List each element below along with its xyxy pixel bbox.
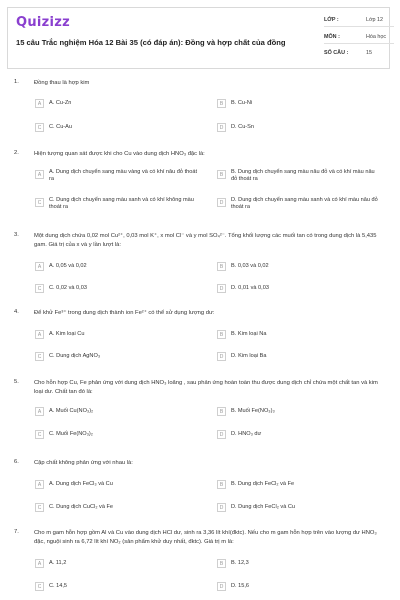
option-text: A. 0,05 và 0,02 xyxy=(49,263,87,269)
option-text: A. Dung dịch chuyển sang màu vàng và có khí nâu đỏ thoát ra xyxy=(49,169,198,182)
option-letter-box: B xyxy=(217,99,226,108)
question-text: Hiện tượng quan sát được khi cho Cu vào dung dịch HNO₃ đặc là: xyxy=(34,151,205,157)
worksheet-title: 15 câu Trắc nghiệm Hóa 12 Bài 35 (có đáp án): Đồng và hợp chất của đồng xyxy=(16,38,286,47)
question-number: 7. xyxy=(14,529,19,535)
option-letter-box: B xyxy=(217,407,226,416)
question-number: 4. xyxy=(14,309,19,315)
option-letter-box: A xyxy=(35,99,44,108)
option-letter-box: A xyxy=(35,559,44,568)
option-text: B. Cu-Ni xyxy=(231,100,253,106)
option-letter-box: D xyxy=(217,430,226,439)
option-text: A. Cu-Zn xyxy=(49,100,72,106)
option-text: B. Muối Fe(NO₃)₃ xyxy=(231,408,275,414)
option-letter-box: D xyxy=(217,582,226,591)
option-letter-box: C xyxy=(35,352,44,361)
option-letter-box: C xyxy=(35,123,44,132)
question-text: Đồng thau là hợp kim xyxy=(34,80,90,86)
option-text: D. Kim loại Ba xyxy=(231,353,267,359)
option-text: A. Kim loại Cu xyxy=(49,331,85,337)
option-letter-box: C xyxy=(35,503,44,512)
option-text: D. 0,01 và 0,03 xyxy=(231,285,269,291)
question-number: 3. xyxy=(14,232,19,238)
option-letter-box: B xyxy=(217,330,226,339)
option-letter-box: B xyxy=(217,170,226,179)
option-letter-box: D xyxy=(217,503,226,512)
option-text: C. Dung dịch chuyển sang màu xanh và có khí không màu thoát ra xyxy=(49,197,194,210)
question-number: 2. xyxy=(14,150,19,156)
quizizz-logo: Quizizz xyxy=(16,15,71,30)
option-letter-box: C xyxy=(35,430,44,439)
option-text: C. Dung dịch AgNO₃ xyxy=(49,353,101,359)
option-text: D. Cu-Sn xyxy=(231,124,255,130)
option-letter-box: A xyxy=(35,480,44,489)
meta-class-value: Lớp 12 xyxy=(366,17,384,23)
meta-subject-label: MÔN : xyxy=(324,34,340,40)
option-letter-box: D xyxy=(217,284,226,293)
option-text: C. Cu-Au xyxy=(49,124,73,130)
meta-count-value: 15 xyxy=(366,50,372,56)
question-number: 1. xyxy=(14,79,19,85)
question-text: Cho m gam hỗn hợp gồm Al và Cu vào dung dịch HCl dư, sinh ra 3,36 lít khí(đktc). Nếu cho m gam hỗn hợp trên vào lượng dư HNO₃ đặc, nguội sinh ra 6,72 lít khí NO₂ (sản phẩm khử duy nhất, đktc). Giá trị m là: xyxy=(34,530,377,545)
option-letter-box: D xyxy=(217,352,226,361)
question-number: 5. xyxy=(14,379,19,385)
option-letter-box: C xyxy=(35,284,44,293)
worksheet-header xyxy=(7,7,390,69)
question-text: Cặp chất không phản ứng với nhau là: xyxy=(34,460,133,466)
option-text: C. 14,5 xyxy=(49,583,68,589)
question-text: Một dung dịch chứa 0,02 mol Cu²⁺, 0,03 mol K⁺, x mol Cl⁻ và y mol SO₄²⁻. Tổng khối lượng các muối tan có trong dung dịch là 5,435 gam. Giá trị của x và y lần lượt là: xyxy=(34,233,377,248)
option-letter-box: A xyxy=(35,262,44,271)
option-text: C. Muối Fe(NO₃)₂ xyxy=(49,431,93,437)
option-letter-box: A xyxy=(35,170,44,179)
option-letter-box: C xyxy=(35,582,44,591)
option-text: D. Dung dịch chuyển sang màu xanh và có khí màu nâu đỏ thoát ra xyxy=(231,197,378,210)
option-text: C. Dung dịch CuCl₂ và Fe xyxy=(49,504,114,510)
option-letter-box: B xyxy=(217,480,226,489)
option-text: B. Dung dịch chuyển sang màu nâu đỏ và có khí màu nâu đỏ thoát ra xyxy=(231,169,375,182)
option-text: B. 12,3 xyxy=(231,560,249,566)
option-letter-box: B xyxy=(217,262,226,271)
option-text: A. Dung dịch FeCl₃ và Cu xyxy=(49,481,113,487)
option-letter-box: C xyxy=(35,198,44,207)
meta-count-label: SỐ CÂU : xyxy=(324,50,349,56)
option-text: B. Dung dịch FeCl₂ và Fe xyxy=(231,481,295,487)
option-text: D. Dung dịch FeCl₂ và Cu xyxy=(231,504,296,510)
option-text: B. Kim loại Na xyxy=(231,331,267,337)
option-letter-box: A xyxy=(35,330,44,339)
option-text: B. 0,03 và 0,02 xyxy=(231,263,269,269)
option-text: C. 0,02 và 0,03 xyxy=(49,285,87,291)
option-text: D. 15,6 xyxy=(231,583,250,589)
question-text: Cho hỗn hợp Cu, Fe phản ứng với dung dịch HNO₃ loãng , sau phản ứng hoàn toàn thu được dung dịch chỉ chứa một chất tan và kim loại dư. Chất tan đó là: xyxy=(34,380,378,395)
option-letter-box: A xyxy=(35,407,44,416)
option-letter-box: D xyxy=(217,198,226,207)
question-number: 6. xyxy=(14,459,19,465)
meta-class-label: LỚP : xyxy=(324,17,339,23)
question-text: Để khử Fe³⁺ trong dung dịch thành ion Fe²⁺ có thể sử dụng lượng dư: xyxy=(34,310,215,316)
meta-subject-value: Hóa học xyxy=(366,34,387,40)
option-text: D. HNO₃ dư xyxy=(231,431,262,437)
option-letter-box: B xyxy=(217,559,226,568)
option-letter-box: D xyxy=(217,123,226,132)
option-text: A. 11,2 xyxy=(49,560,67,566)
option-text: A. Muối Cu(NO₃)₂ xyxy=(49,408,94,414)
